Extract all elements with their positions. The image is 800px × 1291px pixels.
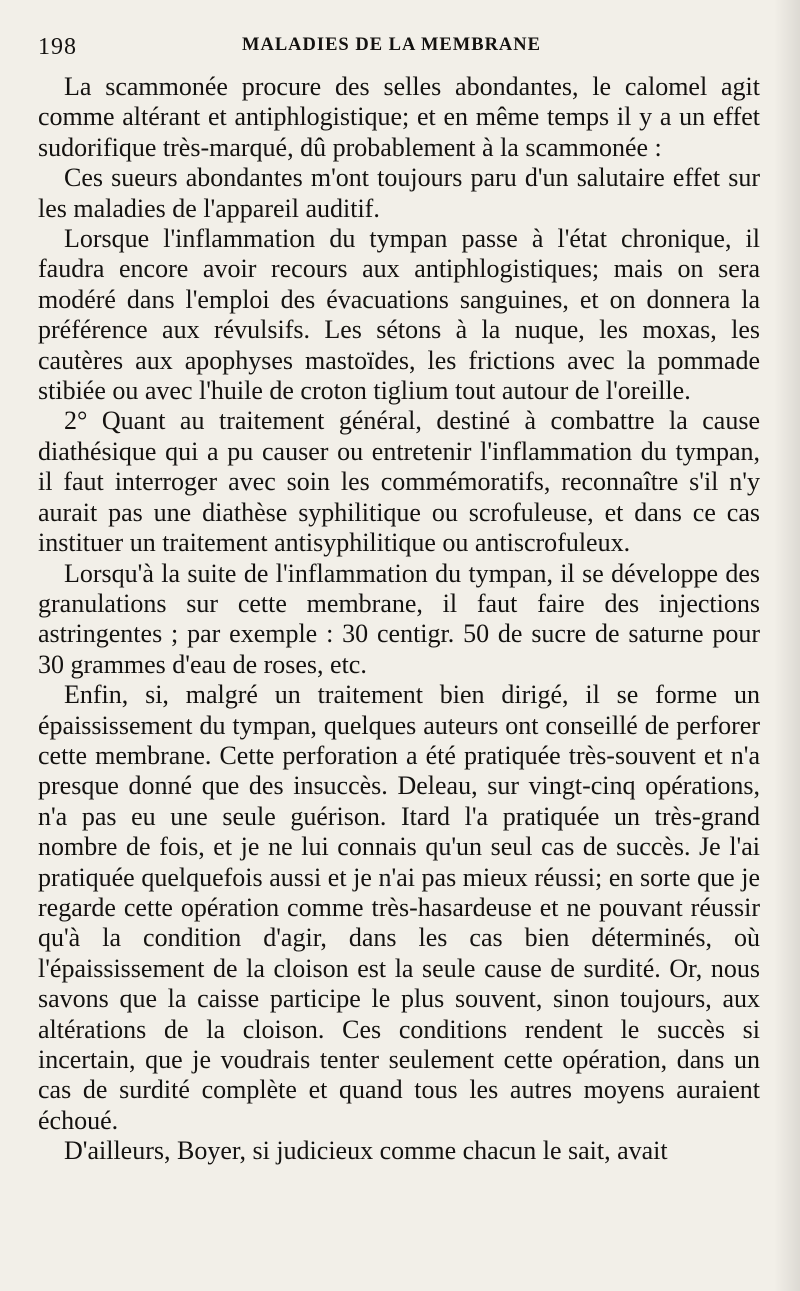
paragraph-7: D'ailleurs, Boyer, si judicieux comme chacun le sait, avait [64,1136,668,1166]
page-number: 198 [38,34,77,60]
paragraph-2: Ces sueurs abondantes m'ont toujours paru d'un salutaire effet sur les maladies de l'appareil auditif. [38,163,760,223]
paragraph-1: La scammonée procure des selles abondantes, le calomel agit comme altérant et antiphlogistique; et en même temps il y a un effet sudorifique très-marqué, dû probablement à la scammonée : [38,72,760,162]
page-edge-shadow [774,0,800,1291]
paragraph-6: Enfin, si, malgré un traitement bien dirigé, il se forme un épaississement du tympan, quelques auteurs ont conseillé de perforer cette membrane. Cette perforation a été pratiquée très-souvent et n'a presque donné que des insuccès. Deleau, sur vingt-cinq opérations, n'a pas eu une seule guérison. Itard l'a pratiquée un très-grand nombre de fois, et je ne lui connais qu'un seul cas de succès. Je l'ai pratiquée quelquefois aussi et je n'ai pas mieux réussi; en sorte que je regarde cette opération comme très-hasardeuse et ne pouvant réussir qu'à la condition d'agir, dans les cas bien déterminés, où l'épaississement de la cloison est la seule cause de surdité. Or, nous savons que la caisse participe le plus souvent, sinon toujours, aux altérations de la cloison. Ces conditions rendent le succès si incertain, que je voudrais tenter seulement cette opération, dans un cas de surdité complète et quand tous les autres moyens auraient échoué. [38,680,760,1135]
paragraph-5: Lorsqu'à la suite de l'inflammation du tympan, il se développe des granulations sur cette membrane, il faut faire des injections astringentes ; par exemple : 30 centigr. 50 de sucre de saturne pour 30 grammes d'eau de roses, etc. [38,558,760,679]
running-head: MALADIES DE LA MEMBRANE [242,35,541,55]
body-text [38,72,760,1167]
paragraph-3: Lorsque l'inflammation du tympan passe à l'état chronique, il faudra encore avoir recours aux antiphlogistiques; mais on sera modéré dans l'emploi des évacuations sanguines, et on donnera la préférence aux révulsifs. Les sétons à la nuque, les moxas, les cautères aux apophyses mastoïdes, les frictions avec la pommade stibiée ou avec l'huile de croton tiglium tout autour de l'oreille. [38,224,760,406]
page-header [38,34,760,60]
paragraph-4: 2° Quant au traitement général, destiné à combattre la cause diathésique qui a pu causer ou entretenir l'inflammation du tympan, il faut interroger avec soin les commémoratifs, reconnaître s'il n'y aurait pas une diathèse syphilitique ou scrofuleuse, et dans ce cas instituer un traitement antisyphilitique ou antiscrofuleux. [38,406,760,558]
